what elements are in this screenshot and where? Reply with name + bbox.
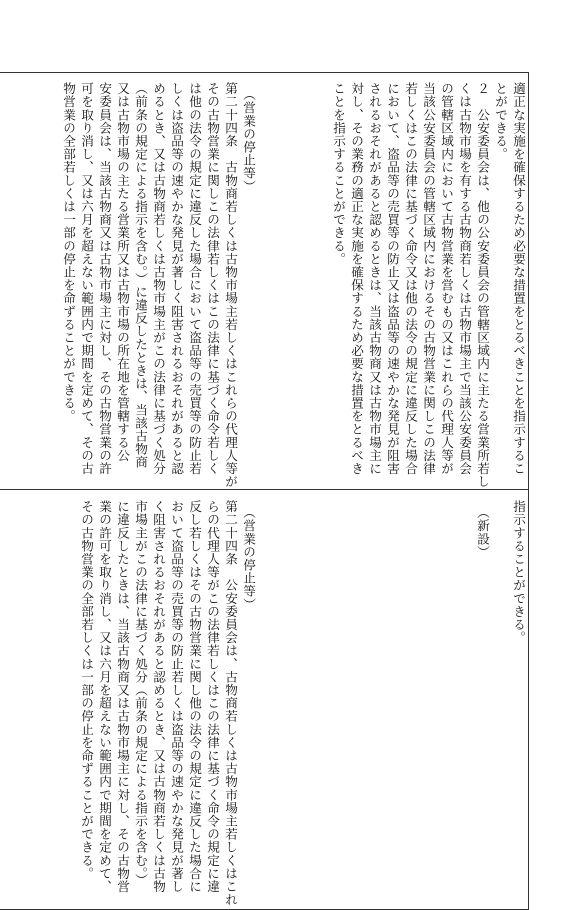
lower-col-15: 反し若しくはその古物営業に関し他の法令の規定に違反した場合に [187, 500, 202, 893]
upper-col-14: その古物営業に関しこの法律若しくはこの法律に基づく命令若しく [205, 82, 220, 475]
upper-col-8: において、盗品等の売買等の防止又は盗品等の速やかな発見が阻害 [385, 82, 400, 475]
upper-col-21: 可を取り消し、又は六月を超えない範囲内で期間を定めて、その古 [79, 82, 94, 475]
upper-heading: （営業の停止等） [241, 88, 256, 193]
upper-col-9: されるおそれがあると認めるときは、当該古物商又は古物市場主に [367, 82, 382, 475]
upper-col-18: （前条の規定による指示を含む。）に違反したときは、当該古物商 [133, 82, 148, 469]
upper-col-1: 適正な実施を確保するため必要な措置をとるべきことを指示するこ [511, 82, 526, 475]
upper-col-7: 若しくはこの法律に基づく命令又は他の法令の規定に違反した場合 [403, 82, 418, 475]
lower-col-17: く阻害されるおそれがあると認めるとき、又は古物商若しくは古物 [151, 500, 166, 893]
upper-col-16: しくは盗品等の速やかな発見が著しく阻害されるおそれがあると認 [169, 82, 184, 475]
upper-col-4: くは古物市場を有する古物商若しくは古物市場主で当該公安委員会 [457, 82, 472, 475]
upper-col-2: とができる。 [493, 82, 508, 161]
upper-col-17: めるとき、又は古物商若しくは古物市場主がこの法律に基づく処分 [151, 82, 166, 475]
upper-col-13: 第二十四条 古物商若しくは古物市場主若しくはこれらの代理人等が [223, 82, 238, 489]
lower-col-18: 市場主がこの法律に基づく処分（前条の規定による指示を含む。） [133, 500, 148, 887]
lower-col-13: 第二十四条 公安委員会は、古物商若しくは古物市場主若しくはこれ [223, 500, 238, 907]
upper-col-15: は他の法令の規定に違反した場合において盗品等の売買等の防止若 [187, 82, 202, 475]
lower-col-21: その古物営業の全部若しくは一部の停止を命ずることができる。 [79, 500, 94, 880]
lower-col-19: に違反したときは、当該古物商又は古物市場主に対し、その古物営 [115, 500, 130, 893]
upper-col-5: の管轄区域内において古物営業を営むもの又はこれらの代理人等が [439, 82, 454, 475]
middle-rule [0, 489, 528, 490]
lower-col-20: 業の許可を取り消し、又は六月を超えない範囲内で期間を定めて、 [97, 500, 112, 893]
lower-col-1: 指示することができる。 [511, 500, 526, 645]
upper-col-3-text: ２ 公安委員会は、他の公安委員会の管轄区域内に主たる営業所若し [475, 82, 490, 489]
upper-col-11: ことを指示することができる。 [331, 82, 346, 266]
upper-col-22: 物営業の全部若しくは一部の停止を命ずることができる。 [61, 82, 76, 423]
right-rule [528, 72, 529, 910]
upper-col-3 [476, 82, 489, 488]
lower-new-label: （新設） [475, 506, 490, 559]
top-rule [0, 72, 528, 73]
lower-col-16: おいて盗品等の売買等の防止若しくは盗品等の速やかな発見が著し [169, 500, 184, 893]
lower-col-14: らの代理人等がこの法律若しくはこの法律に基づく命令の規定に違 [205, 500, 220, 893]
upper-col-19: 又は古物市場の主たる営業所又は古物市場の所在地を管轄する公 [115, 82, 130, 462]
upper-col-20: 安委員会は、当該古物商又は古物市場主に対し、その古物営業の許 [97, 82, 112, 475]
lower-heading: （営業の停止等） [241, 506, 256, 611]
upper-col-10: 対し、その業務の適正な実施を確保するため必要な措置をとるべき [349, 82, 364, 475]
upper-col-6: 当該公安委員会の管轄区域内におけるその古物営業に関しこの法律 [421, 82, 436, 475]
